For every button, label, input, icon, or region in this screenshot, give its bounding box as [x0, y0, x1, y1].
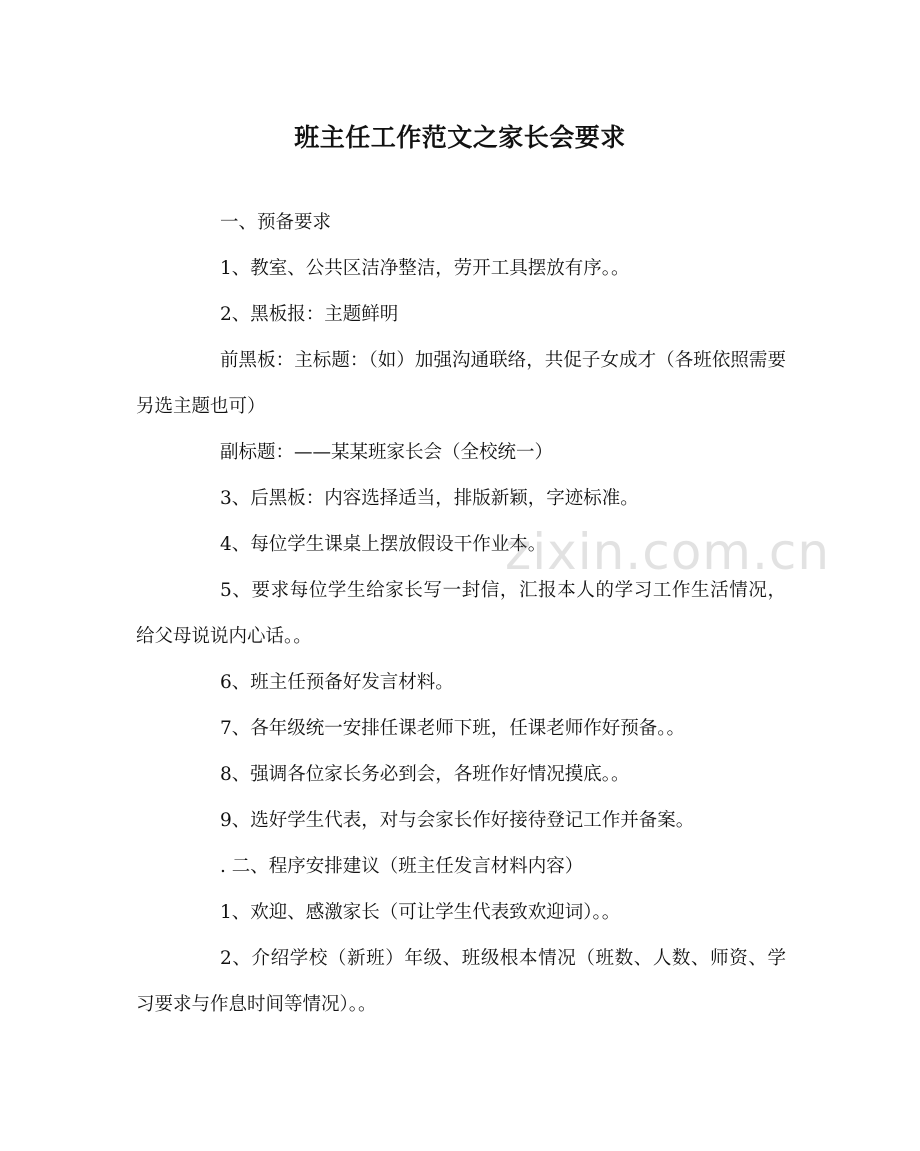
paragraph: 6、班主任预备好发言材料。 — [220, 672, 454, 693]
paragraph: 4、每位学生课桌上摆放假设干作业本。 — [220, 534, 547, 555]
paragraph: 1、教室、公共区洁净整洁，劳开工具摆放有序。。 — [220, 258, 630, 279]
paragraph: 副标题：——某某班家长会（全校统一） — [220, 442, 554, 463]
paragraph: 5、要求每位学生给家长写一封信，汇报本人的学习工作生活情况，给父母说说内心话。。 — [136, 580, 786, 647]
paragraph: 3、后黑板：内容选择适当，排版新颖，字迹标准。 — [220, 488, 639, 509]
section-heading-program: . 二、程序安排建议（班主任发言材料内容） — [220, 856, 584, 877]
document-title: 班主任工作范文之家长会要求 — [294, 123, 626, 152]
paragraph: 2、黑板报：主题鲜明 — [220, 304, 399, 325]
watermark: zixin.com.cn — [505, 523, 831, 581]
paragraph: 前黑板：主标题：（如）加强沟通联络，共促子女成才（各班依照需要另选主题也可） — [136, 350, 786, 417]
paragraph: 7、各年级统一安排任课老师下班，任课老师作好预备。。 — [220, 718, 686, 739]
paragraph: 2、介绍学校（新班）年级、班级根本情况（班数、人数、师资、学习要求与作息时间等情况）。。 — [136, 948, 786, 1015]
section-heading-preparation: 一、预备要求 — [220, 212, 332, 233]
paragraph: 8、强调各位家长务必到会，各班作好情况摸底。。 — [220, 764, 630, 785]
document-body — [136, 200, 786, 1028]
paragraph: 9、选好学生代表，对与会家长作好接待登记工作并备案。 — [220, 810, 695, 831]
paragraph: 1、欢迎、感激家长（可让学生代表致欢迎词）。。 — [220, 902, 621, 923]
